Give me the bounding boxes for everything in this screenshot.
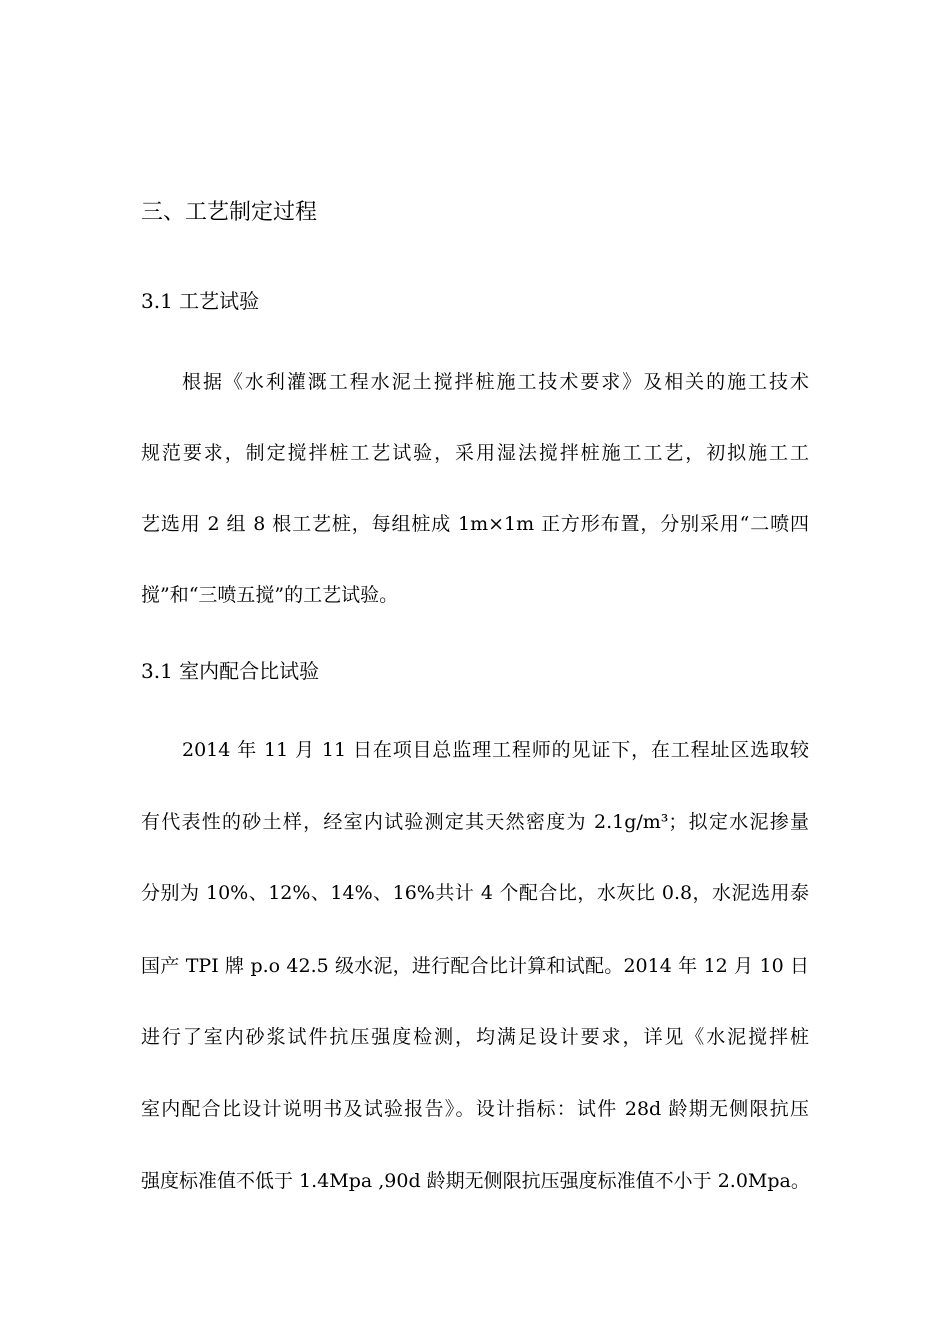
- paragraph-line: 搅”和“三喷五搅”的工艺试验。: [141, 584, 399, 606]
- paragraph-line: 室内配合比设计说明书及试验报告》。设计指标：试件 28d 龄期无侧限抗压: [141, 1098, 809, 1120]
- paragraph-line: 强度标准值不低于 1.4Mpa ,90d 龄期无侧限抗压强度标准值不小于 2.0Mpa。: [141, 1170, 810, 1192]
- section-heading: 三、工艺制定过程: [141, 200, 318, 225]
- paragraph-line: 国产 TPI 牌 p.o 42.5 级水泥，进行配合比计算和试配。2014 年 12 月 10 日: [141, 955, 809, 977]
- paragraph-line: 进行了室内砂浆试件抗压强度检测，均满足设计要求，详见《水泥搅拌桩: [141, 1026, 809, 1048]
- paragraph-line: 艺选用 2 组 8 根工艺桩，每组桩成 1m×1m 正方形布置，分别采用“二喷四: [141, 513, 809, 535]
- paragraph-line: 分别为 10%、12%、14%、16%共计 4 个配合比，水灰比 0.8，水泥选用泰: [141, 882, 809, 904]
- paragraph-line: 有代表性的砂土样，经室内试验测定其天然密度为 2.1g/m³；拟定水泥掺量: [141, 811, 809, 833]
- subsection-heading-mix-ratio-test: 3.1 室内配合比试验: [141, 659, 320, 683]
- subsection-heading-process-test: 3.1 工艺试验: [141, 289, 260, 313]
- paragraph-line: 2014 年 11 月 11 日在项目总监理工程师的见证下，在工程址区选取较: [182, 739, 809, 761]
- paragraph-line: 根据《水利灌溉工程水泥土搅拌桩施工技术要求》及相关的施工技术: [182, 371, 809, 393]
- paragraph-line: 规范要求，制定搅拌桩工艺试验，采用湿法搅拌桩施工工艺，初拟施工工: [141, 442, 809, 464]
